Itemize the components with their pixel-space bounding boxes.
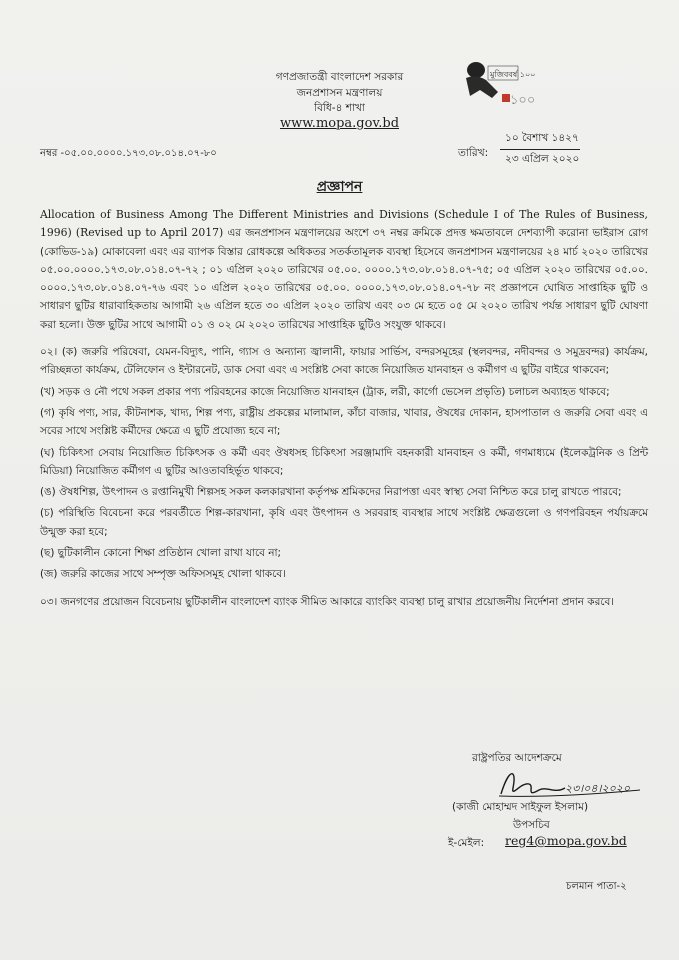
- list-item: (চ) পরিস্থিতি বিবেচনা করে পরবর্তীতে শিল্প-কারখানা, কৃষি এবং উৎপাদন ও সরবরাহ ব্যবস্থার সাথে সংশ্লিষ্ট ক্ষেত্রগুলো ও গণপরিবহন পর্যায়ক্রমে উন্মুক্ত করা হবে;: [40, 507, 648, 538]
- mujib-borsho-logo: [458, 56, 540, 108]
- page-title: প্রজ্ঞাপন: [316, 179, 363, 195]
- logo-text: মুজিববর্ষ ১০০: [490, 70, 536, 79]
- list-item: (ঘ) চিকিৎসা সেবায় নিয়োজিত চিকিৎসক ও কর্মী এবং ঔষধসহ চিকিৎসা সরঞ্জামাদি বহনকারী যানবাহন ও কর্মী, গণমাধ্যমে (ইলেকট্রনিক ও প্রিন্ট মিডিয়া) নিয়োজিত কর্মীগণ এ ছুটির আওতাবহির্ভূত থাকবে;: [40, 446, 648, 477]
- header-ministry: জনপ্রশাসন মন্ত্রণালয়: [296, 87, 383, 99]
- signatory-designation: উপসচিব: [513, 819, 550, 831]
- paragraph-3: ০৩। জনগণের প্রয়োজন বিবেচনায় ছুটিকালীন বাংলাদেশ ব্যাংক সীমিত আকারে ব্যাংকিং ব্যবস্থা চালু রাখার প্রয়োজনীয় নির্দেশনা প্রদান করবে।: [40, 595, 614, 608]
- date-gregorian: ২৩ এপ্রিল ২০২০: [505, 153, 580, 165]
- handwritten-signature: [495, 764, 645, 804]
- svg-text:১০০: ১০০: [510, 93, 536, 108]
- date-bangla: ১০ বৈশাখ ১৪২৭: [505, 132, 579, 144]
- email-label: ই-মেইল:: [448, 837, 485, 849]
- list-item: (ঙ) ঔষধশিল্প, উৎপাদন ও রপ্তানিমুখী শিল্পসহ সকল কলকারখানা কর্তৃপক্ষ শ্রমিকদের নিরাপত্তা এবং স্বাস্থ্য সেবা নিশ্চিত করে চালু রাখতে পারবে;: [40, 486, 622, 499]
- header-government: গণপ্রজাতন্ত্রী বাংলাদেশ সরকার: [275, 71, 404, 83]
- continuation-note: চলমান পাতা-২: [566, 881, 627, 892]
- list-item: (গ) কৃষি পণ্য, সার, কীটনাশক, খাদ্য, শিল্প পণ্য, রাষ্ট্রীয় প্রকল্পের মালামাল, কাঁচা বাজার, খাবার, ঔষধের দোকান, হাসপাতাল ও জরুরি সেবা এবং এ সবের সাথে সংশ্লিষ্ট কর্মীদের ক্ষেত্রে এ ছুটি প্রযোজ্য হবে না;: [40, 406, 648, 438]
- list-item: (জ) জরুরি কাজের সাথে সম্পৃক্ত অফিসসমূহ খোলা থাকবে।: [40, 568, 286, 581]
- intro-bangla: এর জনপ্রশাসন মন্ত্রণালয়ের অংশে ৩৭ নম্বর ক্রমিকে প্রদত্ত ক্ষমতাবলে দেশব্যাপী করোনা ভাইরাস রোগ (কোভিড-১৯) মোকাবেলা এবং এর ব্যাপক বিস্তার রোধকল্পে অধিকতর সতর্কতামূলক ব্যবস্থা হিসেবে জনপ্রশাসন মন্ত্রণালয়ের ২৪ মার্চ ২০২০ তারিখের ০৫.০০.০০০০.১৭৩.০৮.০১৪.০৭-৭২ ; ০১ এপ্রিল ২০২০ তারিখের ০৫.০০. ০০০০.১৭৩.০৮.০১৪.০৭-৭৫; ০৫ এপ্রিল ২০২০ তারিখের ০৫.০০. ০০০০.১৭৩.০৮.০১৪.০৭-৭৬ এবং ১০ এপ্রিল ২০২০ তারিখের ০৫.০০. ০০০০.১৭৩.০৮.০১৪.০৭-৭৮ নং প্রজ্ঞাপনে ঘোষিত সাপ্তাহিক ছুটি ও সাধারণ ছুটির ধারাবাহিকতায় আগামী ২৬ এপ্রিল হতে ৩০ এপ্রিল ২০২০ তারিখ এবং ০৩ মে হতে ০৫ মে ২০২০ তারিখ পর্যন্ত সাধারণ ছুটি ঘোষণা করা হলো। উক্ত ছুটির সাথে আগামী ০১ ও ০২ মে ২০২০ তারিখের সাপ্তাহিক ছুটিও সংযুক্ত থাকবে।: [40, 227, 648, 331]
- intro-paragraph: [40, 206, 648, 334]
- signature-date: ২৩।০৪।২০২০: [565, 782, 631, 795]
- memo-number: নম্বর -০৫.০০.০০০০.১৭৩.০৮.০১৪.০৭-৮০: [40, 148, 217, 159]
- by-order-text: রাষ্ট্রপতির আদেশক্রমে: [472, 752, 562, 764]
- date-label: তারিখ:: [458, 147, 489, 159]
- list-item: ০২। (ক) জরুরি পরিষেবা, যেমন-বিদ্যুৎ, পানি, গ্যাস ও অন্যান্য জ্বালানী, ফায়ার সার্ভিস, বন্দরসমূহের (স্থলবন্দর, নদীবন্দর ও সমুদ্রবন্দর) কার্যক্রম, পরিচ্ছন্নতা কার্যক্রম, টেলিফোন ও ইন্টারনেট, ডাক সেবা এবং এ সংশ্লিষ্ট সেবা কাজে নিয়োজিত যানবাহন ও কর্মীগণ এ ছুটির বাইরে থাকবেন;: [40, 346, 648, 377]
- header-section: বিধি-৪ শাখা: [314, 102, 365, 114]
- intro-english: Allocation of Business Among The Different Ministries and Divisions (Schedule I of The Rules of Business, 1996) (Revised up to April 2017): [40, 208, 648, 240]
- header-website-link[interactable]: www.mopa.gov.bd: [279, 116, 400, 131]
- email-link[interactable]: reg4@mopa.gov.bd: [505, 833, 627, 848]
- date-divider: [500, 149, 580, 150]
- list-item: (খ) সড়ক ও নৌ পথে সকল প্রকার পণ্য পরিবহনের কাজে নিয়োজিত যানবাহন (ট্রাক, লরী, কার্গো ভেসেল প্রভৃতি) চলাচল অব্যাহত থাকবে;: [40, 385, 610, 398]
- signatory-name: (কাজী মোহাম্মদ সাইফুল ইসলাম): [452, 801, 589, 813]
- list-item: (ছ) ছুটিকালীন কোনো শিক্ষা প্রতিষ্ঠান খোলা রাখা যাবে না;: [40, 547, 281, 560]
- notice-body: [40, 206, 648, 620]
